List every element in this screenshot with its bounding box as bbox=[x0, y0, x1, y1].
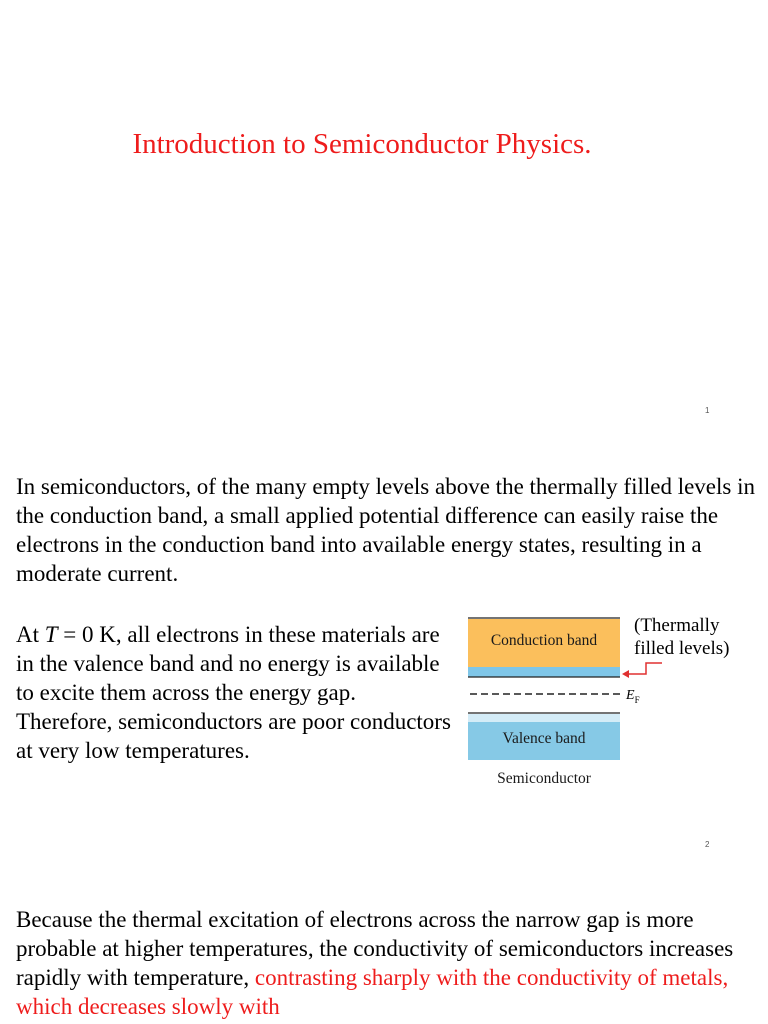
arrow-head-icon bbox=[622, 670, 629, 678]
conduction-band-label: Conduction band bbox=[490, 632, 598, 649]
band-diagram bbox=[462, 610, 762, 795]
temperature-variable: T bbox=[44, 622, 58, 647]
semiconductor-label: Semiconductor bbox=[497, 770, 591, 787]
valence-band-gradient bbox=[468, 714, 620, 722]
valence-band-label: Valence band bbox=[502, 730, 586, 747]
fermi-symbol: E bbox=[626, 688, 635, 703]
para-black-text: Because the thermal excitation of electrons across the narrow gap is more probable at higher temperatures, the conductivity of semiconductors increases rapidly with temperature, bbox=[16, 907, 734, 990]
fermi-level-label bbox=[626, 688, 640, 705]
filled-levels-rect bbox=[468, 667, 620, 677]
paragraph-zero-kelvin bbox=[16, 620, 461, 765]
para3-text: Therefore, semiconductors are poor conductors at very low temperatures. bbox=[16, 709, 451, 763]
thermal-arrow-icon bbox=[624, 663, 662, 674]
paragraph-semiconductor-intro: In semiconductors, of the many empty levels above the thermally filled levels in the conduction band, a small applied potential difference can easily raise the electrons in the conduction band into available energy states, resulting in a moderate current. bbox=[16, 474, 755, 586]
fermi-subscript: F bbox=[634, 694, 640, 705]
page-number-2: 2 bbox=[705, 840, 710, 849]
para2-rest: = 0 K, all electrons in these materials are in the valence band and no energy is available to excite them across the energy gap. bbox=[16, 622, 440, 705]
page-number-1: 1 bbox=[705, 406, 710, 415]
paragraph-temperature-conductivity bbox=[16, 905, 761, 1021]
para-red-text: contrasting sharply with the conductivity of metals, which decreases slowly with bbox=[16, 965, 729, 1019]
slide-title: Introduction to Semiconductor Physics. bbox=[132, 128, 592, 160]
para2-prefix: At bbox=[16, 622, 45, 647]
thermal-note: (Thermally filled levels) bbox=[634, 615, 730, 659]
